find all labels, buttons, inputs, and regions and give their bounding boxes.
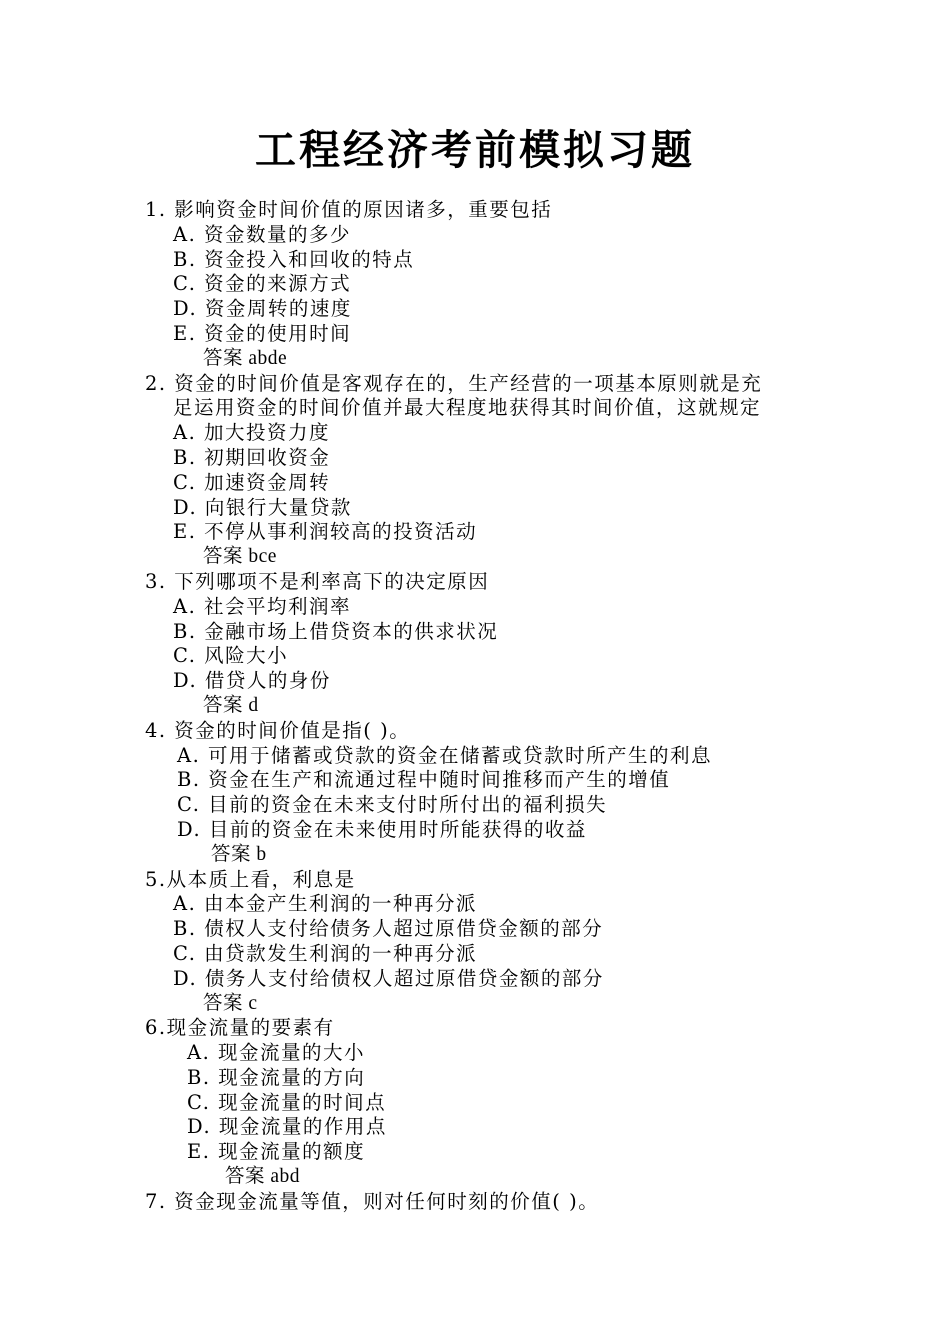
option-b: B. 初期回收资金 (173, 445, 331, 469)
option-a: A. 加大投资力度 (173, 421, 330, 445)
question-text: 1. 影响资金时间价值的原因诸多，重要包括 (145, 198, 553, 221)
question-text: 7. 资金现金流量等值，则对任何时刻的价值( )。 (145, 1189, 600, 1213)
question-text: 5.从本质上看，利息是 (145, 867, 356, 891)
option-d: D. 资金周转的速度 (173, 297, 352, 321)
option-a: A. 现金流量的大小 (187, 1041, 365, 1065)
answer: 答案 d (203, 694, 259, 716)
option-e: E. 不停从事利润较高的投资活动 (173, 520, 478, 544)
option-d: D. 现金流量的作用点 (187, 1115, 387, 1139)
option-c: C. 目前的资金在未来支付时所付出的福利损失 (177, 793, 608, 817)
option-d: D. 向银行大量贷款 (173, 495, 352, 519)
question-list (145, 198, 845, 1215)
question-4 (145, 719, 845, 868)
question-text: 6.现金流量的要素有 (145, 1016, 335, 1040)
option-c: C. 现金流量的时间点 (187, 1090, 387, 1114)
question-3 (145, 570, 845, 719)
option-a: A. 可用于储蓄或贷款的资金在储蓄或贷款时所产生的利息 (177, 743, 712, 767)
option-b: B. 现金流量的方向 (187, 1065, 366, 1089)
question-text: 2. 资金的时间价值是客观存在的，生产经营的一项基本原则就是充 (145, 371, 763, 395)
answer: 答案 abd (225, 1166, 301, 1188)
option-e: E. 现金流量的额度 (187, 1140, 366, 1164)
question-text-continued: 足运用资金的时间价值并最大程度地获得其时间价值，这就规定 (173, 396, 762, 420)
answer: 答案 bce (203, 546, 277, 568)
option-a: A. 社会平均利润率 (173, 594, 351, 618)
answer: 答案 c (203, 992, 258, 1014)
question-text: 4. 资金的时间价值是指( )。 (145, 718, 411, 742)
question-text: 3. 下列哪项不是利率高下的决定原因 (145, 569, 490, 593)
option-c: C. 加速资金周转 (173, 470, 331, 494)
question-5 (145, 868, 845, 1017)
option-d: D. 目前的资金在未来使用时所能获得的收益 (177, 817, 587, 841)
option-b: B. 债权人支付给债务人超过原借贷金额的部分 (173, 917, 604, 941)
option-e: E. 资金的使用时间 (173, 321, 352, 345)
page-title: 工程经济考前模拟习题 (255, 126, 695, 174)
option-b: B. 资金投入和回收的特点 (173, 247, 415, 271)
option-c: C. 风险大小 (173, 644, 289, 668)
question-2 (145, 372, 845, 570)
question-1 (145, 198, 845, 372)
option-b: B. 资金在生产和流通过程中随时间推移而产生的增值 (177, 768, 671, 792)
question-6 (145, 1016, 845, 1190)
answer: 答案 b (211, 843, 267, 865)
option-a: A. 由本金产生利润的一种再分派 (173, 892, 477, 916)
question-7 (145, 1190, 845, 1215)
option-b: B. 金融市场上借贷资本的供求状况 (173, 619, 499, 643)
option-c: C. 由贷款发生利润的一种再分派 (173, 941, 478, 965)
option-d: D. 债务人支付给债权人超过原借贷金额的部分 (173, 966, 604, 990)
option-a: A. 资金数量的多少 (173, 222, 351, 246)
answer: 答案 abde (203, 347, 288, 369)
option-c: C. 资金的来源方式 (173, 272, 352, 296)
option-d: D. 借贷人的身份 (173, 669, 331, 693)
